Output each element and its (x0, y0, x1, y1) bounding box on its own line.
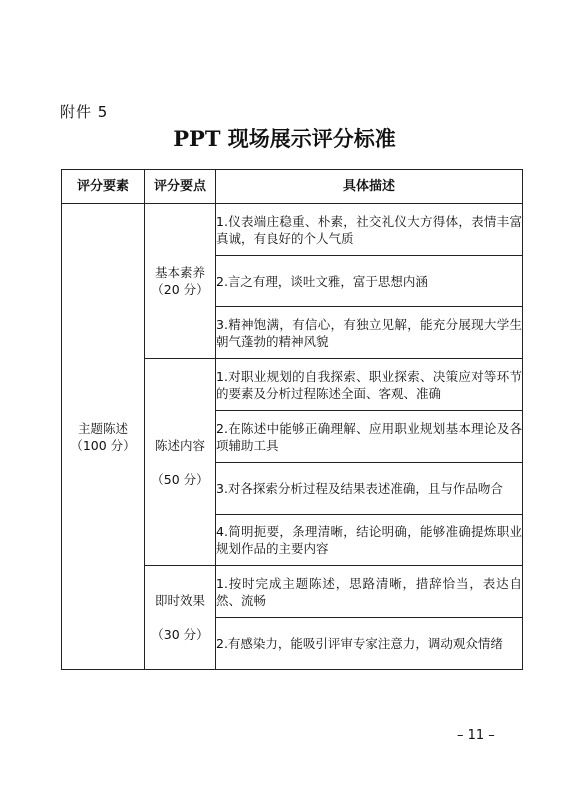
key-point-score: （20 分） (151, 282, 209, 297)
scoring-criteria-table (61, 169, 523, 670)
description-cell: 1.按时完成主题陈述，思路清晰，措辞恰当，表达自然、流畅 (216, 566, 523, 618)
header-dimension: 评分要素 (62, 170, 145, 204)
description-cell: 4.简明扼要，条理清晰，结论明确，能够准确提炼职业规划作品的主要内容 (216, 515, 523, 566)
description-cell: 2.在陈述中能够正确理解、应用职业规划基本理论及各项辅助工具 (216, 411, 523, 463)
description-cell: 3.精神饱满，有信心，有独立见解，能充分展现大学生朝气蓬勃的精神风貌 (216, 307, 523, 359)
attachment-label: 附件 5 (60, 103, 109, 121)
description-cell: 1.对职业规划的自我探索、职业探索、决策应对等环节的要素及分析过程陈述全面、客观、准确 (216, 359, 523, 411)
page-number: – 11 – (457, 728, 495, 743)
key-point-name: 基本素养 (154, 265, 205, 280)
key-point-cell (145, 566, 216, 670)
description-cell: 2.有感染力，能吸引评审专家注意力，调动观众情绪 (216, 618, 523, 670)
key-point-cell (145, 204, 216, 359)
key-point-cell (145, 359, 216, 566)
key-point-score: （30 分） (151, 627, 209, 642)
header-key-point: 评分要点 (145, 170, 216, 204)
description-cell: 3.对各探索分析过程及结果表述准确，且与作品吻合 (216, 463, 523, 515)
dimension-score: （100 分） (70, 437, 136, 453)
dimension-cell (62, 204, 145, 670)
table-row (62, 204, 523, 256)
description-cell: 1.仪表端庄稳重、朴素，社交礼仪大方得体，表情丰富真诚，有良好的个人气质 (216, 204, 523, 256)
key-point-name: 陈述内容 (154, 437, 205, 453)
dimension-name: 主题陈述 (77, 420, 128, 436)
table-header-row (62, 170, 523, 204)
key-point-name: 即时效果 (154, 593, 205, 608)
description-cell: 2.言之有理，谈吐文雅，富于思想内涵 (216, 256, 523, 307)
header-description: 具体描述 (216, 170, 523, 204)
key-point-score: （50 分） (151, 471, 209, 487)
document-title: PPT 现场展示评分标准 (173, 126, 396, 151)
